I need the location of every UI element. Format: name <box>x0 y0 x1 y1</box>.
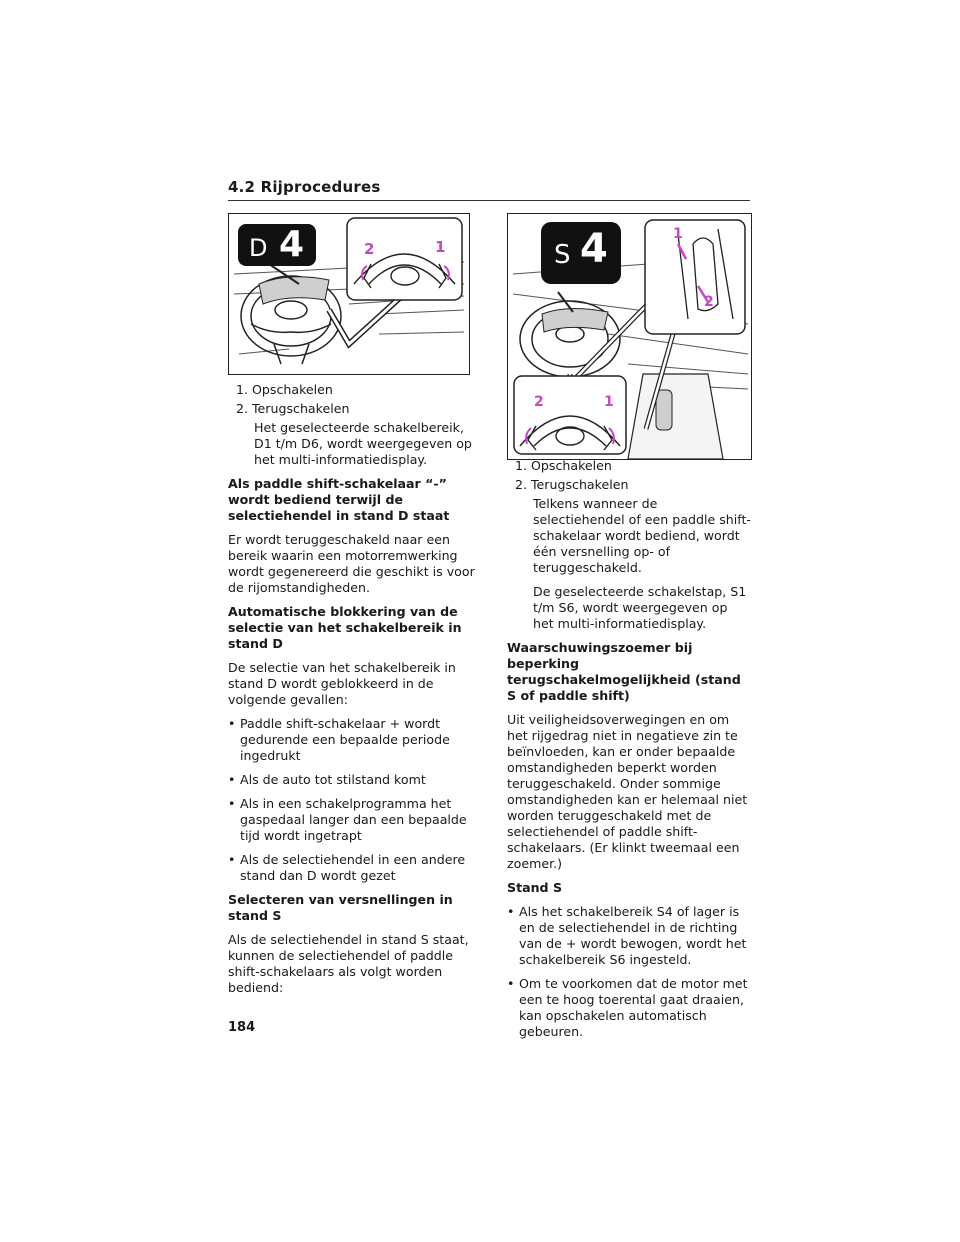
list-number: 2. <box>514 477 527 492</box>
header-rule <box>228 200 750 201</box>
list-text: Terugschakelen <box>531 477 629 492</box>
figure-d-mode-paddles <box>228 213 470 375</box>
bullet-item: • Paddle shift-schakelaar + wordt gedurende een bepaalde periode ingedrukt <box>228 716 476 764</box>
heading: Stand S <box>507 880 563 895</box>
badge-letter: S <box>554 240 571 270</box>
callout-2-bottom: 2 <box>534 394 544 410</box>
shift-lever-icon <box>508 214 751 459</box>
list-number: 1. <box>514 458 527 473</box>
list-text: Terugschakelen <box>252 401 350 416</box>
bullet-text: Als de selectiehendel in een andere stand dan D wordt gezet <box>240 852 466 883</box>
badge-number: 4 <box>279 224 305 265</box>
item-note: Telkens wanneer de selectiehendel of een paddle shift-schakelaar wordt bediend, wordt één versnelling op- of teruggeschakeld. <box>533 496 751 575</box>
section-title: 4.2 Rijprocedures <box>228 178 381 196</box>
paragraph: Er wordt teruggeschakeld naar een bereik waarin een motorremwerking wordt gegenereerd die geschikt is voor de rijomstandigheden. <box>228 532 475 595</box>
callout-2-top: 2 <box>704 294 714 310</box>
item-note: De geselecteerde schakelstap, S1 t/m S6, wordt weergegeven op het multi-informatiedisplay. <box>533 584 747 631</box>
list-item <box>507 477 752 493</box>
heading: Selecteren van versnellingen in stand S <box>228 892 453 923</box>
badge-number: 4 <box>580 226 608 272</box>
paragraph: De selectie van het schakelbereik in stand D wordt geblokkeerd in de volgende gevallen: <box>228 660 456 707</box>
list-text: Opschakelen <box>252 382 333 397</box>
list-item <box>228 401 476 417</box>
figure-s-mode-shift <box>507 213 752 460</box>
callout-1: 1 <box>435 238 446 256</box>
bullet-text: Om te voorkomen dat de motor met een te hoog toerental gaat draaien, kan opschakelen automatisch gebeuren. <box>519 976 748 1039</box>
heading: Automatische blokkering van de selectie van het schakelbereik in stand D <box>228 604 462 651</box>
bullet-item: • Als de selectiehendel in een andere stand dan D wordt gezet <box>228 852 476 884</box>
badge-letter: D <box>249 234 268 262</box>
paragraph: Als de selectiehendel in stand S staat, kunnen de selectiehendel of paddle shift-schakelaars als volgt worden bediend: <box>228 932 469 995</box>
callout-1-top: 1 <box>673 226 683 242</box>
bullet-item: • Als de auto tot stilstand komt <box>228 772 426 787</box>
bullet-item: • Om te voorkomen dat de motor met een te hoog toerental gaat draaien, kan opschakelen automatisch gebeuren. <box>507 976 752 1040</box>
item-note: Het geselecteerde schakelbereik, D1 t/m D6, wordt weergegeven op het multi-informatiedisplay. <box>254 420 472 467</box>
list-item <box>507 458 752 474</box>
left-column <box>228 382 476 1004</box>
right-column <box>507 458 752 1048</box>
callout-2: 2 <box>364 240 375 258</box>
paragraph: Uit veiligheidsoverwegingen en om het rijgedrag niet in negatieve zin te beïnvloeden, kan er onder bepaalde omstandigheden beperkt worden teruggeschakeld. Onder sommige omstandigheden kan er helemaal niet worden teruggeschakeld met de selectiehendel of paddle shift-schakelaars. (Er klinkt tweemaal een zoemer.) <box>507 712 748 871</box>
bullet-text: Paddle shift-schakelaar + wordt gedurende een bepaalde periode ingedrukt <box>240 716 450 763</box>
list-item <box>228 382 476 398</box>
bullet-text: Als in een schakelprogramma het gaspedaal langer dan een bepaalde tijd wordt ingetrapt <box>240 796 467 843</box>
page-number: 184 <box>228 1020 256 1035</box>
heading: Als paddle shift-schakelaar “-” wordt bediend terwijl de selectiehendel in stand D staat <box>228 476 450 523</box>
bullet-item: • Als het schakelbereik S4 of lager is en de selectiehendel in de richting van de + wordt bewogen, wordt het schakelbereik S6 ingesteld. <box>507 904 752 968</box>
heading: Waarschuwingszoemer bij beperking terugschakelmogelijkheid (stand S of paddle shift) <box>507 640 741 703</box>
list-number: 2. <box>235 401 248 416</box>
bullet-text: Als de auto tot stilstand komt <box>240 772 426 787</box>
bullet-text: Als het schakelbereik S4 of lager is en de selectiehendel in de richting van de + wordt bewogen, wordt het schakelbereik S6 ingesteld. <box>519 904 747 967</box>
list-text: Opschakelen <box>531 458 612 473</box>
bullet-item: • Als in een schakelprogramma het gaspedaal langer dan een bepaalde tijd wordt ingetrapt <box>228 796 476 844</box>
callout-1-bottom: 1 <box>604 394 614 410</box>
list-number: 1. <box>235 382 248 397</box>
